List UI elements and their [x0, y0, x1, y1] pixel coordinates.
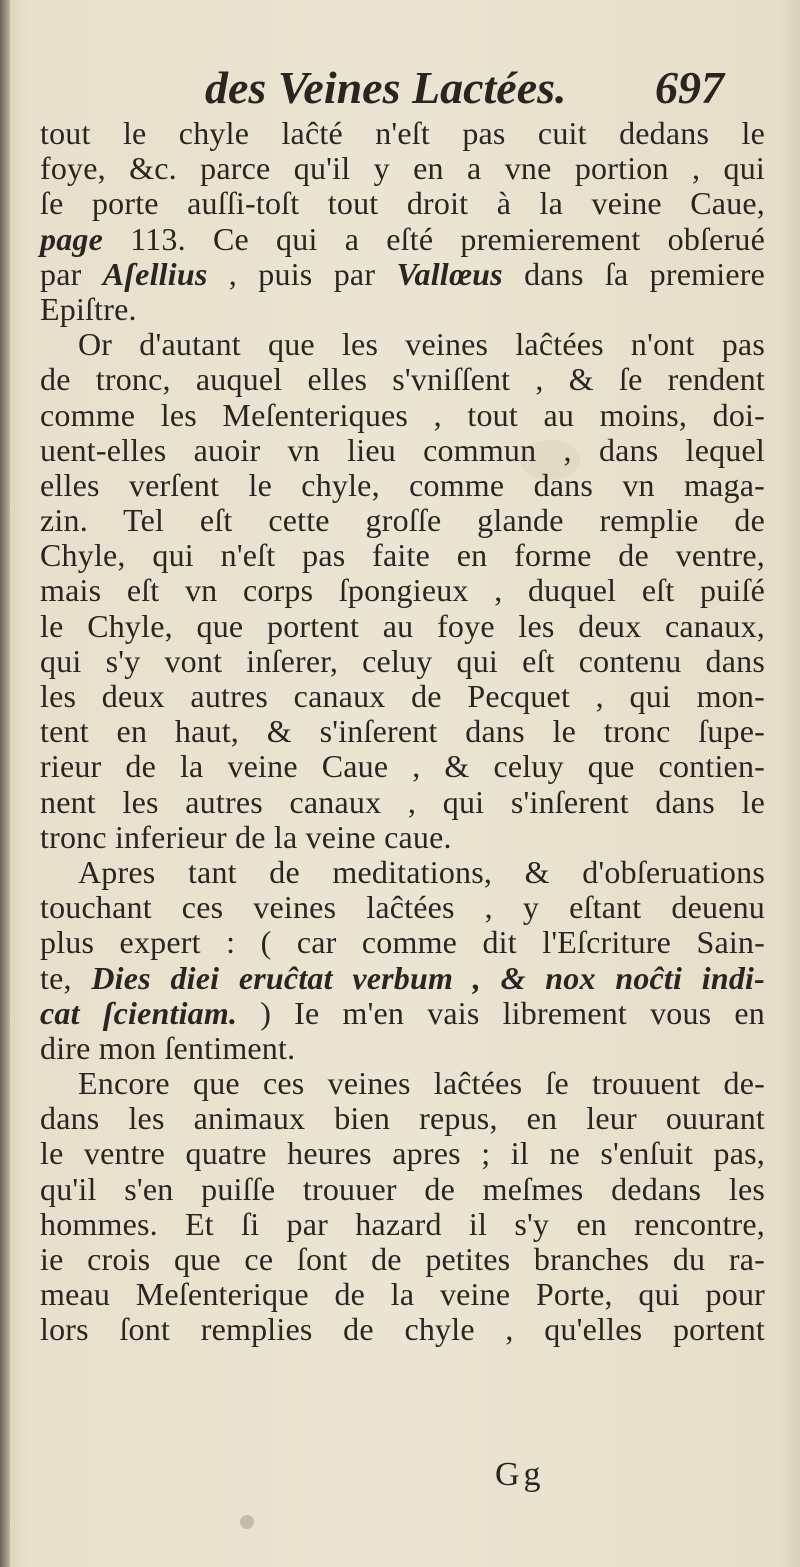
text-line — [40, 1066, 765, 1101]
text-line — [40, 327, 765, 362]
text-segment: meau Meſenterique de la veine Porte, qui pour — [40, 1276, 765, 1313]
signature-mark: Gg — [495, 1456, 545, 1493]
text-line — [40, 1207, 765, 1242]
text-line — [40, 644, 765, 679]
text-line — [40, 186, 765, 221]
text-segment: comme les Meſenteriques , tout au moins, doi- — [40, 396, 765, 433]
text-line — [40, 925, 765, 960]
text-segment: uent-elles auoir vn lieu commun , dans lequel — [40, 431, 765, 468]
text-segment: qui s'y vont inſerer, celuy qui eſt contenu dans — [40, 642, 765, 679]
text-segment: ) Ie m'en vais librement vous en — [237, 994, 765, 1031]
text-segment: tent en haut, & s'inſerent dans le tronc ſupe- — [40, 713, 765, 750]
text-line — [40, 785, 765, 820]
page-header — [0, 58, 800, 118]
text-line — [40, 573, 765, 608]
text-segment: foye, &c. parce qu'il y en a vne portion , qui — [40, 150, 765, 187]
text-line — [40, 151, 765, 186]
text-segment: dans ſa premiere — [502, 255, 765, 292]
text-line — [40, 1242, 765, 1277]
text-line — [40, 222, 765, 257]
text-segment: touchant ces veines laĉtées , y eſtant deuenu — [40, 889, 765, 926]
text-line — [40, 1172, 765, 1207]
text-segment: rieur de la veine Caue , & celuy que contien- — [40, 748, 765, 785]
body-text — [40, 116, 765, 1348]
text-line — [40, 292, 765, 327]
text-segment: dire mon ſentiment. — [40, 1029, 296, 1066]
text-segment: le ventre quatre heures apres ; il ne s'enſuit pas, — [40, 1135, 765, 1172]
text-line — [40, 116, 765, 151]
text-line — [40, 362, 765, 397]
ink-spot — [240, 1515, 254, 1529]
text-line — [40, 609, 765, 644]
text-line — [40, 538, 765, 573]
italic-text: Aſellius — [102, 255, 208, 292]
text-line — [40, 890, 765, 925]
text-line — [40, 257, 765, 292]
text-line — [40, 1031, 765, 1066]
text-segment: dans les animaux bien repus, en leur ouurant — [40, 1100, 765, 1137]
text-segment: mais eſt vn corps ſpongieux , duquel eſt puiſé — [40, 572, 765, 609]
text-line — [40, 433, 765, 468]
text-line — [40, 820, 765, 855]
text-segment: zin. Tel eſt cette groſſe glande remplie de — [40, 502, 765, 539]
text-segment: hommes. Et ſi par hazard il s'y en rencontre, — [40, 1205, 765, 1242]
binding-gutter — [0, 0, 10, 1567]
text-segment: qu'il s'en puiſſe trouuer de meſmes dedans les — [40, 1170, 765, 1207]
text-segment: tronc inferieur de la veine caue. — [40, 818, 452, 855]
text-segment: 113. Ce qui a eſté premierement obſerué — [103, 220, 765, 257]
italic-text: cat ſcientiam. — [40, 994, 238, 1031]
text-line — [40, 1101, 765, 1136]
text-line — [40, 855, 765, 890]
text-line — [40, 1277, 765, 1312]
text-line — [40, 1312, 765, 1347]
text-segment: lors ſont remplies de chyle , qu'elles portent — [40, 1311, 765, 1348]
text-segment: Or d'autant que les veines laĉtées n'ont pas — [78, 326, 765, 363]
italic-text: Vallœus — [396, 255, 503, 292]
text-segment: , puis par — [207, 255, 397, 292]
italic-text: page — [40, 220, 104, 257]
text-segment: Apres tant de meditations, & d'obſeruations — [78, 853, 765, 890]
text-segment: plus expert : ( car comme dit l'Eſcriture Sain- — [40, 924, 765, 961]
text-line — [40, 1136, 765, 1171]
text-segment: par — [40, 255, 103, 292]
text-segment: Encore que ces veines laĉtées ſe trouuent de- — [78, 1065, 765, 1102]
text-segment: de tronc, auquel elles s'vniſſent , & ſe rendent — [40, 361, 765, 398]
italic-text: Dies diei eruĉtat verbum , & nox noĉti indi- — [91, 959, 765, 996]
text-line — [40, 714, 765, 749]
text-segment: Chyle, qui n'eſt pas faite en forme de ventre, — [40, 537, 765, 574]
text-line — [40, 468, 765, 503]
text-segment: nent les autres canaux , qui s'inſerent dans le — [40, 783, 765, 820]
text-line — [40, 961, 765, 996]
text-segment: tout le chyle laĉté n'eſt pas cuit dedans le — [40, 115, 765, 151]
text-line — [40, 679, 765, 714]
text-segment: te, — [40, 959, 92, 996]
text-segment: le Chyle, que portent au foye les deux canaux, — [40, 607, 765, 644]
text-line — [40, 996, 765, 1031]
text-segment: ſe porte auſſi-toſt tout droit à la veine Caue, — [40, 185, 765, 222]
text-segment: elles verſent le chyle, comme dans vn maga- — [40, 466, 765, 503]
text-segment: Epiſtre. — [40, 290, 137, 327]
running-title: des Veines Lactées. — [205, 62, 567, 113]
text-line — [40, 398, 765, 433]
text-line — [40, 749, 765, 784]
text-segment: ie crois que ce ſont de petites branches du ra- — [40, 1241, 765, 1277]
page-number: 697 — [655, 62, 724, 113]
text-line — [40, 503, 765, 538]
text-segment: les deux autres canaux de Pecquet , qui mon- — [40, 678, 765, 714]
